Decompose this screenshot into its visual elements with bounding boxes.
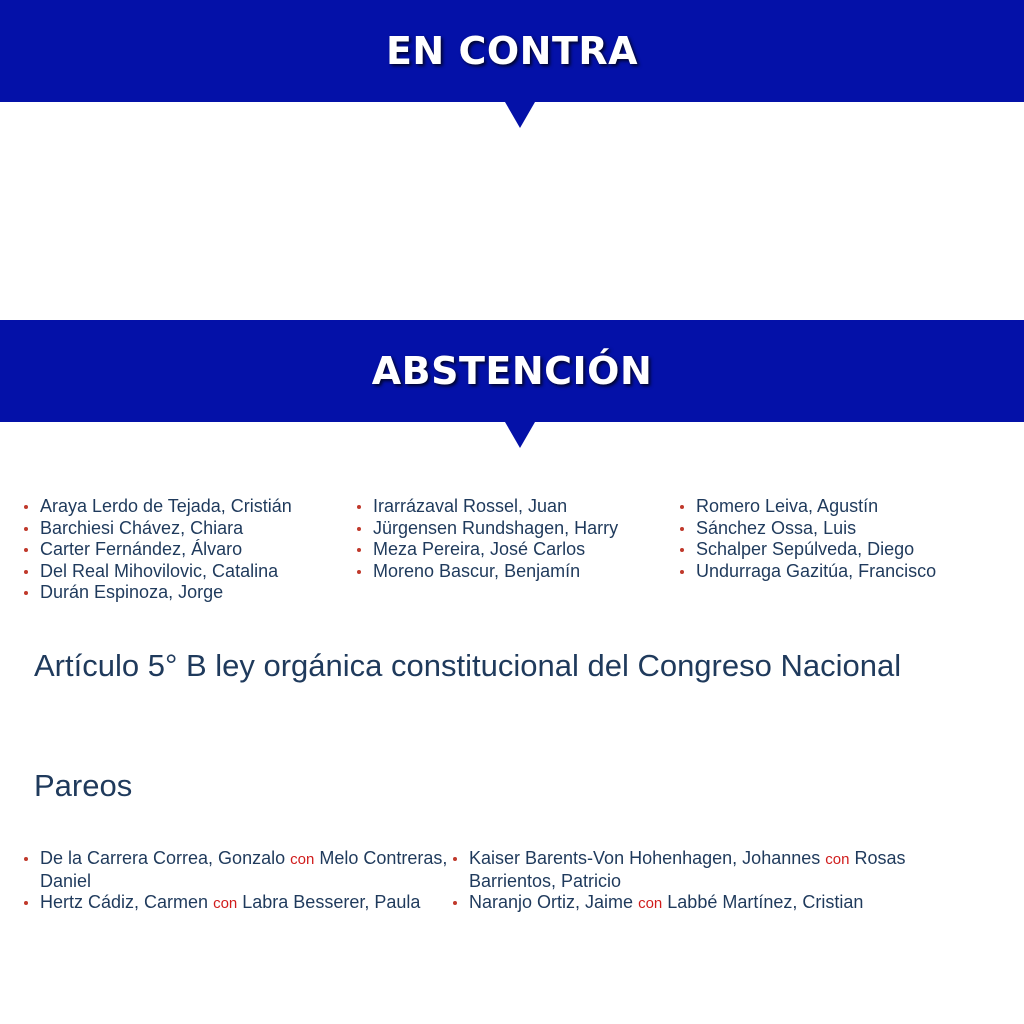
list-item: Durán Espinoza, Jorge: [22, 582, 342, 604]
pareo-connector: con: [638, 895, 663, 912]
en-contra-banner: [0, 0, 1024, 102]
pareo-member-a: Naranjo Ortiz, Jaime: [469, 892, 634, 912]
pareo-member-b: Melo Contreras, Daniel: [40, 848, 448, 891]
list-item: Romero Leiva, Agustín: [678, 496, 998, 518]
list-item: Meza Pereira, José Carlos: [355, 539, 665, 561]
banner-arrow-pointer: [505, 422, 535, 448]
banner-arrow-pointer: [505, 102, 535, 128]
pareo-member-b: Labbé Martínez, Cristian: [667, 892, 864, 912]
abstencion-title: ABSTENCIÓN: [371, 349, 653, 393]
article-heading: Artículo 5° B ley orgánica constitucional del Congreso Nacional: [34, 648, 902, 683]
list-item: Carter Fernández, Álvaro: [22, 539, 342, 561]
list-item: Irarrázaval Rossel, Juan: [355, 496, 665, 518]
pareo-member-a: Hertz Cádiz, Carmen: [40, 892, 209, 912]
list-item: Sánchez Ossa, Luis: [678, 518, 998, 540]
abstencion-list-column-2: [355, 496, 665, 582]
pareo-connector: con: [825, 851, 850, 868]
abstencion-banner: [0, 320, 1024, 422]
pareos-list-column-2: [451, 848, 971, 915]
pareo-item: [22, 892, 452, 915]
list-item: Undurraga Gazitúa, Francisco: [678, 561, 998, 583]
pareo-connector: con: [213, 895, 238, 912]
abstencion-list-column-1: [22, 496, 342, 604]
list-item: Araya Lerdo de Tejada, Cristián: [22, 496, 342, 518]
pareo-item: [451, 848, 971, 892]
list-item: Moreno Bascur, Benjamín: [355, 561, 665, 583]
pareos-list-column-1: [22, 848, 452, 915]
en-contra-title: EN CONTRA: [385, 29, 639, 73]
pareo-member-a: Kaiser Barents-Von Hohenhagen, Johannes: [469, 848, 821, 868]
list-item: Jürgensen Rundshagen, Harry: [355, 518, 665, 540]
pareo-member-a: De la Carrera Correa, Gonzalo: [40, 848, 286, 868]
list-item: Del Real Mihovilovic, Catalina: [22, 561, 342, 583]
list-item: Barchiesi Chávez, Chiara: [22, 518, 342, 540]
pareo-member-b: Labra Besserer, Paula: [242, 892, 421, 912]
pareo-item: [451, 892, 971, 915]
list-item: Schalper Sepúlveda, Diego: [678, 539, 998, 561]
pareo-connector: con: [290, 851, 315, 868]
abstencion-list-column-3: [678, 496, 998, 582]
pareo-item: [22, 848, 452, 892]
pareos-heading: Pareos: [34, 768, 133, 803]
pareo-member-b: Rosas Barrientos, Patricio: [469, 848, 906, 891]
